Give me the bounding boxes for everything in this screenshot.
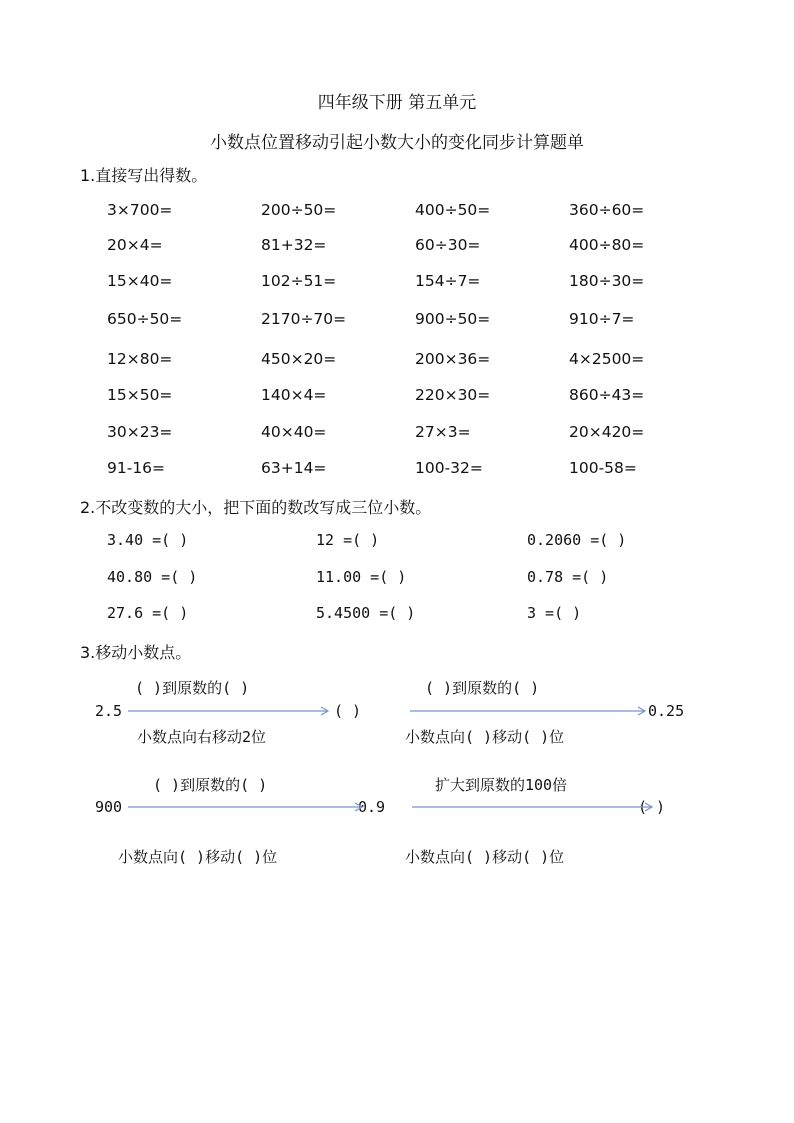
diagram3-bottom-label: 小数点向( )移动( )位 (118, 848, 278, 866)
calc-item: 860÷43= (569, 386, 645, 404)
calc-item: 40×40= (261, 423, 327, 441)
calc-item: 220×30= (415, 386, 491, 404)
decimal-item: 40.80 =( ) (107, 568, 198, 586)
calc-item: 140×4= (261, 386, 327, 404)
diagram2-top-label: ( )到原数的( ) (425, 679, 540, 697)
diagram2-end-value: 0.25 (648, 702, 685, 720)
decimal-item: 27.6 =( ) (107, 604, 189, 622)
diagram1-bottom-label: 小数点向右移动2位 (137, 728, 267, 746)
decimal-item: 3 =( ) (527, 604, 582, 622)
calc-item: 15×40= (107, 272, 173, 290)
calc-item: 100-32= (415, 459, 483, 477)
diagram4-bottom-label: 小数点向( )移动( )位 (405, 848, 565, 866)
calc-item: 3×700= (107, 201, 173, 219)
calc-item: 154÷7= (415, 272, 481, 290)
decimal-item: 5.4500 =( ) (316, 604, 416, 622)
diagram4-end-blank: ( ) (638, 798, 666, 816)
calc-item: 15×50= (107, 386, 173, 404)
calc-item: 81+32= (261, 236, 327, 254)
calc-item: 27×3= (415, 423, 471, 441)
calc-item: 450×20= (261, 350, 337, 368)
decimal-item: 0.2060 =( ) (527, 531, 627, 549)
diagram3-start-value: 900 (95, 798, 123, 816)
calc-item: 200×36= (415, 350, 491, 368)
calc-item: 100-58= (569, 459, 637, 477)
calc-item: 63+14= (261, 459, 327, 477)
section3-heading: 3.移动小数点。 (80, 643, 192, 662)
diagram4-top-label: 扩大到原数的100倍 (435, 776, 568, 794)
diagram3-top-label: ( )到原数的( ) (153, 776, 268, 794)
diagram3-end-value: 0.9 (358, 798, 386, 816)
calc-item: 2170÷70= (261, 310, 347, 328)
calc-item: 91-16= (107, 459, 166, 477)
calc-item: 400÷50= (415, 201, 491, 219)
calc-item: 180÷30= (569, 272, 645, 290)
calc-item: 200÷50= (261, 201, 337, 219)
calc-item: 30×23= (107, 423, 173, 441)
calc-item: 400÷80= (569, 236, 645, 254)
calc-item: 910÷7= (569, 310, 635, 328)
page-title: 四年级下册 第五单元 (317, 93, 477, 113)
calc-item: 12×80= (107, 350, 173, 368)
calc-item: 20×4= (107, 236, 163, 254)
calc-item: 102÷51= (261, 272, 337, 290)
diagram1-end-blank: ( ) (334, 702, 362, 720)
calc-item: 4×2500= (569, 350, 645, 368)
section1-heading: 1.直接写出得数。 (80, 166, 208, 185)
calc-item: 650÷50= (107, 310, 183, 328)
calc-item: 20×420= (569, 423, 645, 441)
decimal-item: 11.00 =( ) (316, 568, 407, 586)
section2-heading: 2.不改变数的大小，把下面的数改写成三位小数。 (80, 498, 432, 517)
decimal-item: 0.78 =( ) (527, 568, 609, 586)
decimal-item: 3.40 =( ) (107, 531, 189, 549)
calc-item: 360÷60= (569, 201, 645, 219)
calc-item: 900÷50= (415, 310, 491, 328)
diagram1-top-label: ( )到原数的( ) (135, 679, 250, 697)
page-subtitle: 小数点位置移动引起小数大小的变化同步计算题单 (210, 133, 584, 153)
decimal-item: 12 =( ) (316, 531, 380, 549)
diagram2-bottom-label: 小数点向( )移动( )位 (405, 728, 565, 746)
calc-item: 60÷30= (415, 236, 481, 254)
diagram1-start-value: 2.5 (95, 702, 123, 720)
